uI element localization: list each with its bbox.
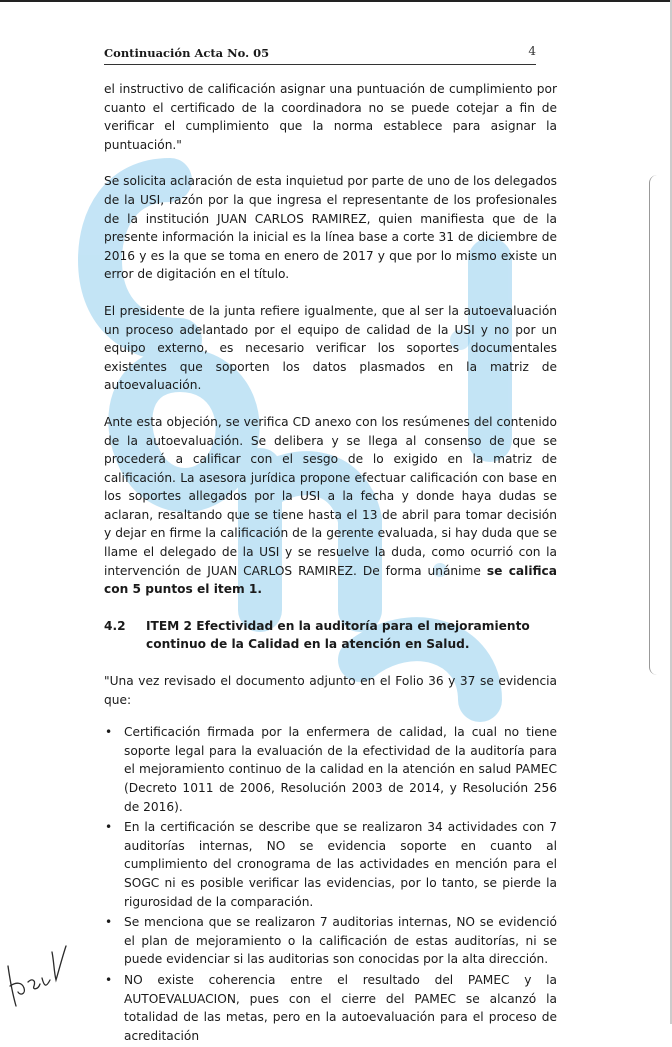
paragraph-4-text: Ante esta objeción, se verifica CD anexo con los resúmenes del contenido de la autoevaluación. Se delibera y se llega al consenso de que se procederá a calificar con el sesgo de lo exigido en la matriz de calificación. La asesora jurídica propone efectuar calificación con base en los soportes allegados por la USI a la fecha y donde haya dudas se aclaran, resaltando que se tiene hasta el 13 de abril para tomar decisión y dejar en firme la calificación de la gerente evaluada, si hay duda que se llame el delegado de la USI y se resuelve la duda, como ocurrió con la intervención de JUAN CARLOS RAMIREZ. De forma unánime: [104, 414, 557, 578]
paragraph-2: Se solicita aclaración de esta inquietud por parte de uno de los delegados de la USI, razón por la que ingresa el representante de los profesionales de la institución JUAN CARLOS RAMIREZ, quien manifiesta que de la presente información la inicial es la línea base a corte 31 de diciembre de 2016 y es la que se toma en enero de 2017 y que por lo mismo existe un error de digitación en el título.: [104, 174, 557, 282]
paragraph-4: [104, 413, 557, 599]
section-title: ITEM 2 Efectividad en la auditoría para el mejoramiento continuo de la Calidad en la atención en Salud.: [146, 618, 530, 652]
paragraph-3: El presidente de la junta refiere igualmente, que al ser la autoevaluación un proceso adelantado por el equipo de calidad de la USI y no por un equipo externo, es necesario verificar los soportes documentales existentes que soporten los datos plasmados en la matriz de autoevaluación.: [104, 303, 557, 393]
page-number: 4: [528, 44, 536, 58]
handwritten-signature: [4, 942, 68, 1010]
list-item: • Certificación firmada por la enfermera de calidad, la cual no tiene soporte legal para la evaluación de la efectividad de la auditoría para el mejoramiento continuo de la calidad en la atención en salud PAMEC (Decreto 1011 de 2006, Resolución 2003 de 2014, y Resolución 256 de 2016).: [104, 723, 557, 816]
page-header: [104, 44, 536, 65]
paragraph-5: "Una vez revisado el documento adjunto en el Folio 36 y 37 se evidencia que:: [104, 674, 557, 707]
list-item: • En la certificación se describe que se realizaron 34 actividades con 7 auditorías internas, NO se evidencia soporte en cuanto al cumplimiento del cronograma de las actividades en mención para el SOGC ni es posible verificar las evidencias, por lo tanto, se pierde la rigurosidad de la comparación.: [104, 818, 557, 911]
section-heading: [104, 617, 557, 654]
paragraph-1: el instructivo de calificación asignar una puntuación de cumplimiento por cuanto el certificado de la coordinadora no se puede cotejar a fin de verificar el cumplimiento que la norma establece para asignar la puntuación.": [104, 82, 557, 152]
list-item: • Se menciona que se realizaron 7 auditorias internas, NO se evidenció el plan de mejoramiento o la calificación de estas auditorías, ni se puede evidenciar si las auditorias son conocidas por la alta dirección.: [104, 913, 557, 969]
page-top-border: [0, 0, 672, 2]
paragraph-4-bold-conclusion: se califica con 5 puntos el item 1.: [104, 563, 557, 597]
scan-edge-artifact: [649, 175, 668, 675]
section-number: 4.2: [104, 618, 126, 633]
header-title: Continuación Acta No. 05: [104, 46, 270, 60]
list-item: • NO existe coherencia entre el resultado del PAMEC y la AUTOEVALUACION, pues con el cierre del PAMEC se alcanzó la totalidad de las metas, pero en la autoevaluación para el proceso de acreditación: [104, 971, 557, 1045]
document-body: [104, 80, 557, 1047]
findings-list: [104, 723, 557, 1045]
